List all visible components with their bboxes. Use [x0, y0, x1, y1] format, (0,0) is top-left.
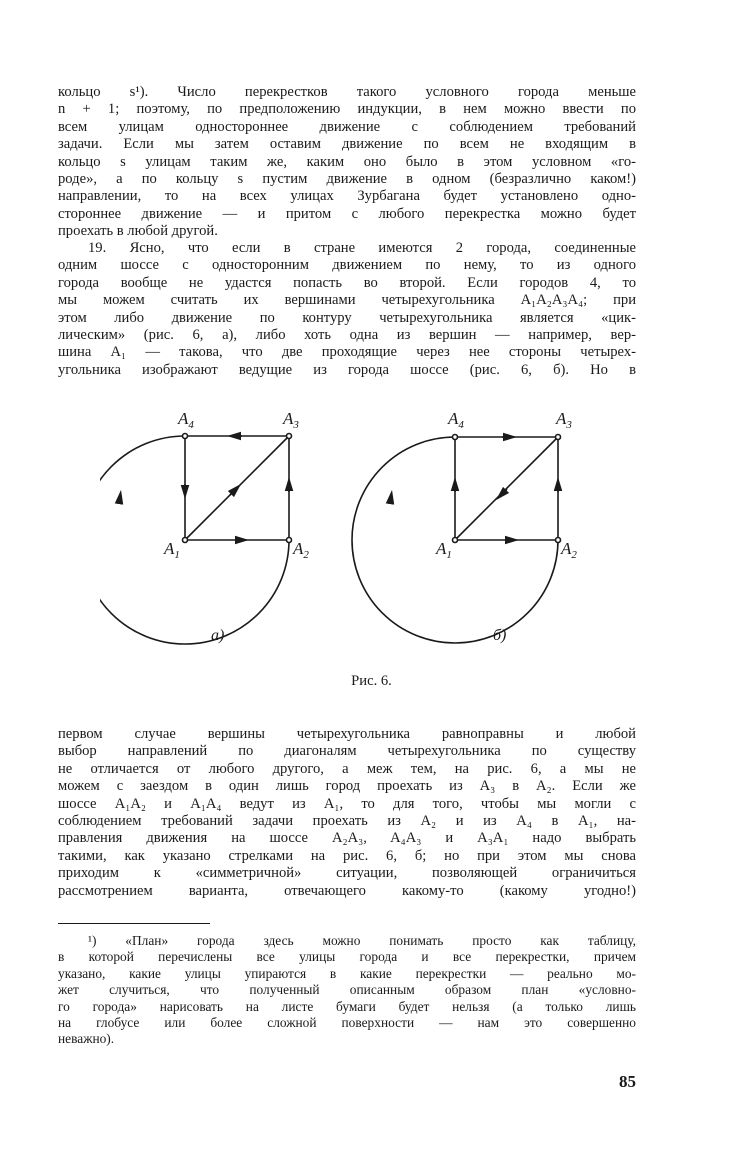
text-line: можем с заездом в один лишь город проехать из A₃ в A₂. Если же	[58, 778, 636, 795]
text-line: лическим» (рис. 6, а), либо хоть одна из вершин — например, вер-	[58, 326, 636, 343]
footnote-line: го города» нарисовать на листе бумаги будет нельзя (а только лишь	[58, 998, 636, 1014]
text-line: выбор направлений по диагоналям четырехугольника по существу	[58, 743, 636, 760]
label-a1: $A_1$	[164, 539, 180, 561]
vertex-b3	[556, 435, 561, 440]
vertex-b2	[556, 538, 561, 543]
text-line: роде», а по кольцу s пустим движение в одном (безразлично каком!)	[58, 170, 636, 187]
text-line: приходим к «симметричной» ситуации, позволяющей ограничиться	[58, 865, 636, 882]
text-line: шоссе A₁A₂ и A₁A₄ ведут из A₁, то для того, чтобы мы могли с	[58, 795, 636, 812]
text-line: стороннее движение — и притом с любого перекрестка можно будет	[58, 205, 636, 222]
label-a4: $A_4$	[178, 409, 194, 431]
text-line: 19. Ясно, что если в стране имеются 2 города, соединенные	[88, 240, 636, 256]
footnote-line: в которой перечислены все улицы города и все перекрестки, причем	[58, 949, 636, 965]
footnote-line: указано, какие улицы упираются в какие перекрестки — реально мо-	[58, 965, 636, 981]
label-b4: $A_4$	[448, 409, 464, 431]
text-line: задачи. Если мы затем оставим движение по всем не входящим в	[58, 136, 636, 153]
diagram-a	[100, 434, 292, 645]
footnote-line: неважно).	[58, 1031, 115, 1047]
vertex-b1	[453, 538, 458, 543]
vertex-b4	[453, 435, 458, 440]
text-line: рассмотрением варианта, отвечающего какому-то (какому угодно!)	[58, 882, 636, 899]
label-b3: $A_3$	[556, 409, 572, 431]
vertex-a2	[287, 538, 292, 543]
labels-b	[435, 409, 577, 644]
text-line: города вообще не удастся попасть во второй. Если городов 4, то	[58, 274, 636, 291]
text-line: первом случае вершины четырехугольника равноправны и любой	[58, 726, 636, 742]
diagram-b	[352, 435, 561, 644]
text-line: угольника изображают ведущие из города шоссе (рис. 6, б). Но в	[58, 361, 636, 378]
text-line: кольцо s¹). Число перекрестков такого условного города меньше	[58, 84, 636, 100]
text-line: такими, как указано стрелками на рис. 6, б; но при этом мы снова	[58, 847, 636, 864]
figure-6	[100, 400, 620, 700]
label-a2: $A_2$	[293, 539, 309, 561]
footnote-divider	[58, 923, 210, 924]
label-b2: $A_2$	[561, 539, 577, 561]
arrow-a1-a3	[230, 489, 236, 495]
text-line: одним шоссе с односторонним движением по нему, то из одного	[58, 257, 636, 274]
text-line: этом либо движение по контуру четырехугольника является «цик-	[58, 309, 636, 326]
figure-caption: Рис. 6.	[351, 673, 392, 689]
text-line: соблюдением требований задачи проехать из A₂ и из A₄ в A₁, на-	[58, 812, 636, 829]
sublabel-b: б)	[493, 627, 507, 644]
arrow-arc-b	[390, 497, 391, 504]
edge-a1-a3	[185, 436, 289, 540]
vertex-a1	[183, 538, 188, 543]
text-line: всем улицам одностороннее движение с соблюдением требований	[58, 118, 636, 135]
vertex-a3	[287, 434, 292, 439]
paragraph-after-figure	[58, 726, 636, 900]
text-line: направлении, то на всех улицах Зурбагана будет установлено одно-	[58, 188, 636, 205]
text-line: проехать в любой другой.	[58, 223, 218, 240]
text-line: правления движения на шоссе A₂A₃, A₄A₃ и A₃A₁ надо выбрать	[58, 830, 636, 847]
text-line: кольцо s улицам таким же, каким оно было в этом условном «го-	[58, 153, 636, 170]
text-line: n + 1; поэтому, по предположению индукции, в нем можно ввести по	[58, 101, 636, 118]
footnote-line: ¹) «План» города здесь можно понимать просто как таблицу,	[88, 933, 636, 948]
footnote-line: жет случиться, что полученный описанным образом план «условно-	[58, 982, 636, 998]
text-line: не отличается от любого другого, а меж тем, на рис. 6, а мы не	[58, 760, 636, 777]
footnote-line: на глобусе или более сложной поверхности — нам это совершенно	[58, 1014, 636, 1030]
paragraph-continuation	[58, 84, 636, 241]
vertex-a4	[183, 434, 188, 439]
paragraph-problem-19	[58, 240, 636, 379]
label-a3: $A_3$	[283, 409, 299, 431]
arrow-arc-a	[119, 497, 120, 504]
text-line: мы можем считать их вершинами четырехугольника A₁A₂A₃A₄; при	[58, 292, 636, 309]
label-b1: $A_1$	[436, 539, 452, 561]
page-number: 85	[619, 1072, 636, 1091]
sublabel-a: а)	[211, 627, 225, 644]
footnote	[58, 933, 636, 1048]
text-line: шина A₁ — такова, что две проходящие через нее стороны четырех-	[58, 344, 636, 361]
